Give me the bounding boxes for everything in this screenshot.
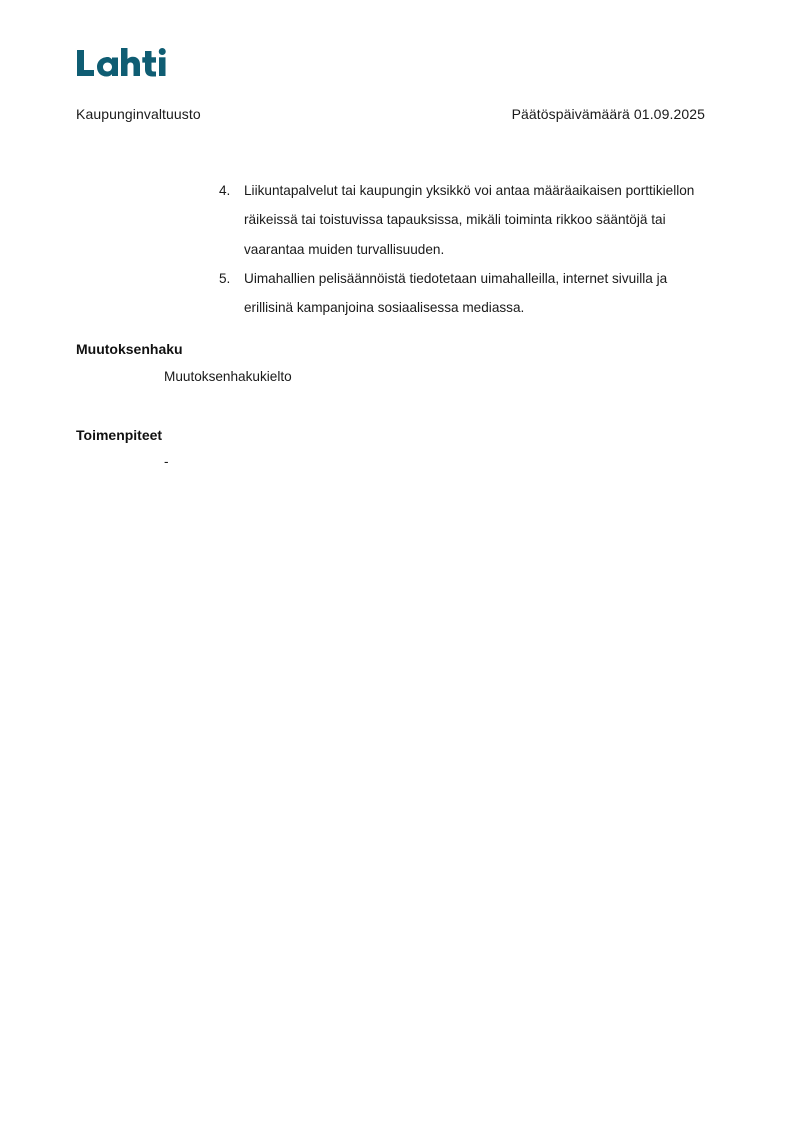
lahti-logo-mark (75, 46, 167, 82)
numbered-list (219, 176, 719, 322)
appeal-body: Muutoksenhakukielto (164, 369, 292, 384)
list-item-text: Liikuntapalvelut tai kaupungin yksikkö voi antaa määräaikaisen porttikiellon räikeissä tai toistuvissa tapauksissa, mikäli toiminta rikkoo sääntöjä tai vaarantaa muiden turvallisuuden. (244, 183, 695, 257)
list-item (219, 264, 719, 323)
list-item (219, 176, 719, 264)
list-item-number: 5. (219, 270, 231, 286)
list-item-number: 4. (219, 183, 231, 198)
organ-name: Kaupunginvaltuusto (76, 106, 201, 122)
list-item-text: Uimahallien pelisäännöistä tiedotetaan uimahalleilla, internet sivuilla ja erillisinä kampanjoina sosiaalisessa mediassa. (244, 270, 668, 316)
appeal-heading: Muutoksenhaku (76, 341, 183, 357)
decision-date: Päätöspäivämäärä 01.09.2025 (511, 106, 705, 122)
actions-heading: Toimenpiteet (76, 427, 163, 443)
lahti-logo (75, 46, 167, 82)
actions-body: - (164, 454, 169, 469)
